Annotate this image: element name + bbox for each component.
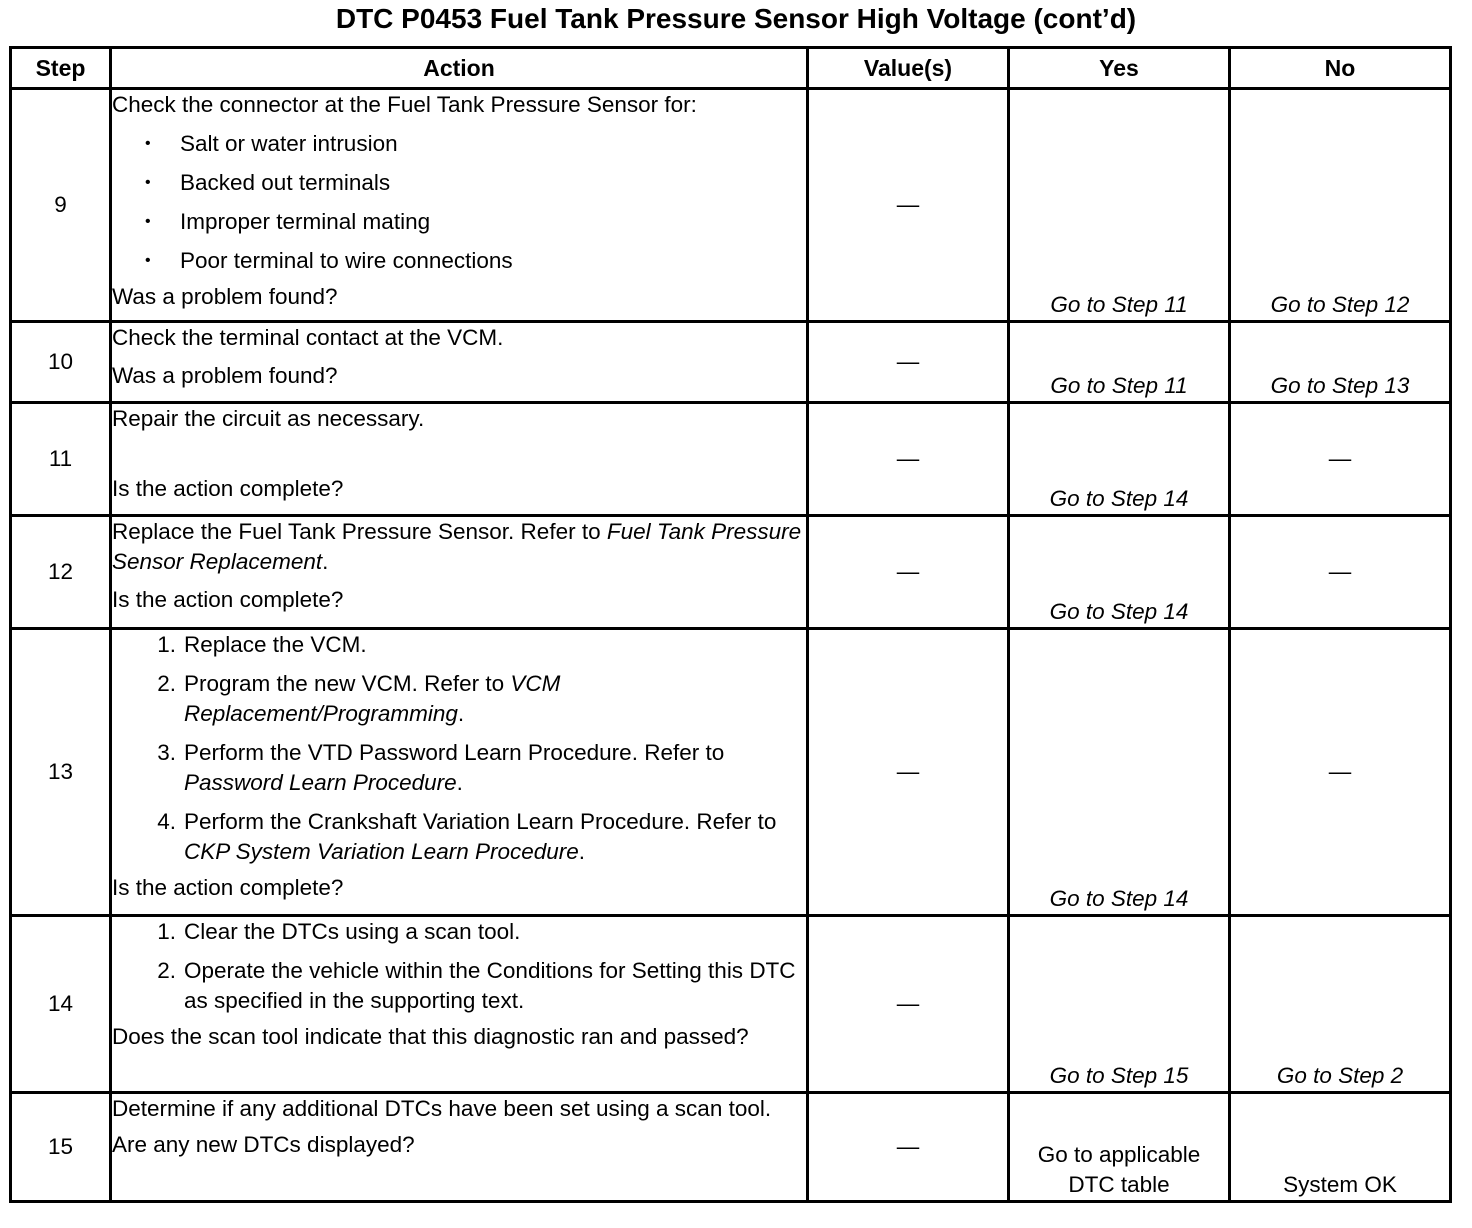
header-step: Step [11,48,111,89]
value-cell: — [808,1093,1009,1202]
table-row-step-13 [11,629,1451,916]
no-cell: Go to Step 12 [1230,89,1451,322]
action-question: Was a problem found? [112,363,338,388]
table-row-step-9 [11,89,1451,322]
action-cell [111,89,808,322]
yes-cell: Go to Step 14 [1009,516,1230,629]
value-cell: — [808,89,1009,322]
table-row-step-10 [11,322,1451,403]
table-row-step-12 [11,516,1451,629]
numbered-item: 2. Program the new VCM. Refer to VCM Replacement/Programming. [157,671,561,726]
step-number: 14 [11,916,111,1093]
action-text: Replace the Fuel Tank Pressure Sensor. Refer to Fuel Tank Pressure Sensor Replacement. [112,519,802,574]
header-action: Action [111,48,808,89]
numbered-item: 1. Clear the DTCs using a scan tool. [157,919,521,944]
action-cell [111,629,808,916]
step-number: 12 [11,516,111,629]
yes-cell: Go to Step 11 [1009,322,1230,403]
no-cell: System OK [1230,1093,1451,1202]
action-cell [111,516,808,629]
action-question: Is the action complete? [112,587,344,612]
action-question: Is the action complete? [112,875,344,900]
action-cell [111,1093,808,1202]
table-row-step-14 [11,916,1451,1093]
action-text: Check the terminal contact at the VCM. [112,325,504,350]
action-question: Are any new DTCs displayed? [112,1132,415,1157]
yes-cell: Go to Step 14 [1009,403,1230,516]
yes-cell: Go to Step 15 [1009,916,1230,1093]
action-question: Is the action complete? [112,476,344,501]
action-text: Determine if any additional DTCs have been set using a scan tool. [112,1096,772,1121]
no-cell: — [1230,516,1451,629]
value-cell: — [808,322,1009,403]
no-cell: — [1230,629,1451,916]
no-cell: — [1230,403,1451,516]
value-cell: — [808,403,1009,516]
action-cell [111,322,808,403]
value-cell: — [808,516,1009,629]
action-cell [111,403,808,516]
no-cell: Go to Step 13 [1230,322,1451,403]
yes-cell: Go to applicable DTC table [1009,1093,1230,1202]
numbered-item: 1. Replace the VCM. [157,632,367,657]
header-no: No [1230,48,1451,89]
yes-cell: Go to Step 14 [1009,629,1230,916]
numbered-item: 2. Operate the vehicle within the Conditions for Setting this DTC as specified in the supporting text. [157,958,796,1013]
header-values: Value(s) [808,48,1009,89]
page-title: DTC P0453 Fuel Tank Pressure Sensor High Voltage (cont’d) [335,3,1137,34]
table-row-step-15 [11,1093,1451,1202]
yes-cell: Go to Step 11 [1009,89,1230,322]
step-number: 10 [11,322,111,403]
action-intro: Check the connector at the Fuel Tank Pressure Sensor for: [112,92,697,117]
bullet-item: • Salt or water intrusion [112,129,806,159]
step-number: 15 [11,1093,111,1202]
numbered-item: 4. Perform the Crankshaft Variation Learn Procedure. Refer to CKP System Variation Learn Procedure. [157,809,777,864]
action-question: Does the scan tool indicate that this diagnostic ran and passed? [112,1024,749,1049]
bullet-item: • Poor terminal to wire connections [112,246,806,276]
step-number: 9 [11,89,111,322]
no-cell: Go to Step 2 [1230,916,1451,1093]
action-cell [111,916,808,1093]
bullet-item: • Improper terminal mating [112,207,806,237]
step-number: 11 [11,403,111,516]
value-cell: — [808,629,1009,916]
header-row [11,48,1451,89]
table-row-step-11 [11,403,1451,516]
value-cell: — [808,916,1009,1093]
diagnostic-table [9,46,1452,1203]
numbered-item: 3. Perform the VTD Password Learn Procedure. Refer to Password Learn Procedure. [157,740,725,795]
bullet-item: • Backed out terminals [112,168,806,198]
action-question: Was a problem found? [112,284,338,309]
header-yes: Yes [1009,48,1230,89]
step-number: 13 [11,629,111,916]
action-text: Repair the circuit as necessary. [112,406,425,431]
reference-link-text: Fuel Tank Pressure Sensor Replacement [112,519,802,574]
